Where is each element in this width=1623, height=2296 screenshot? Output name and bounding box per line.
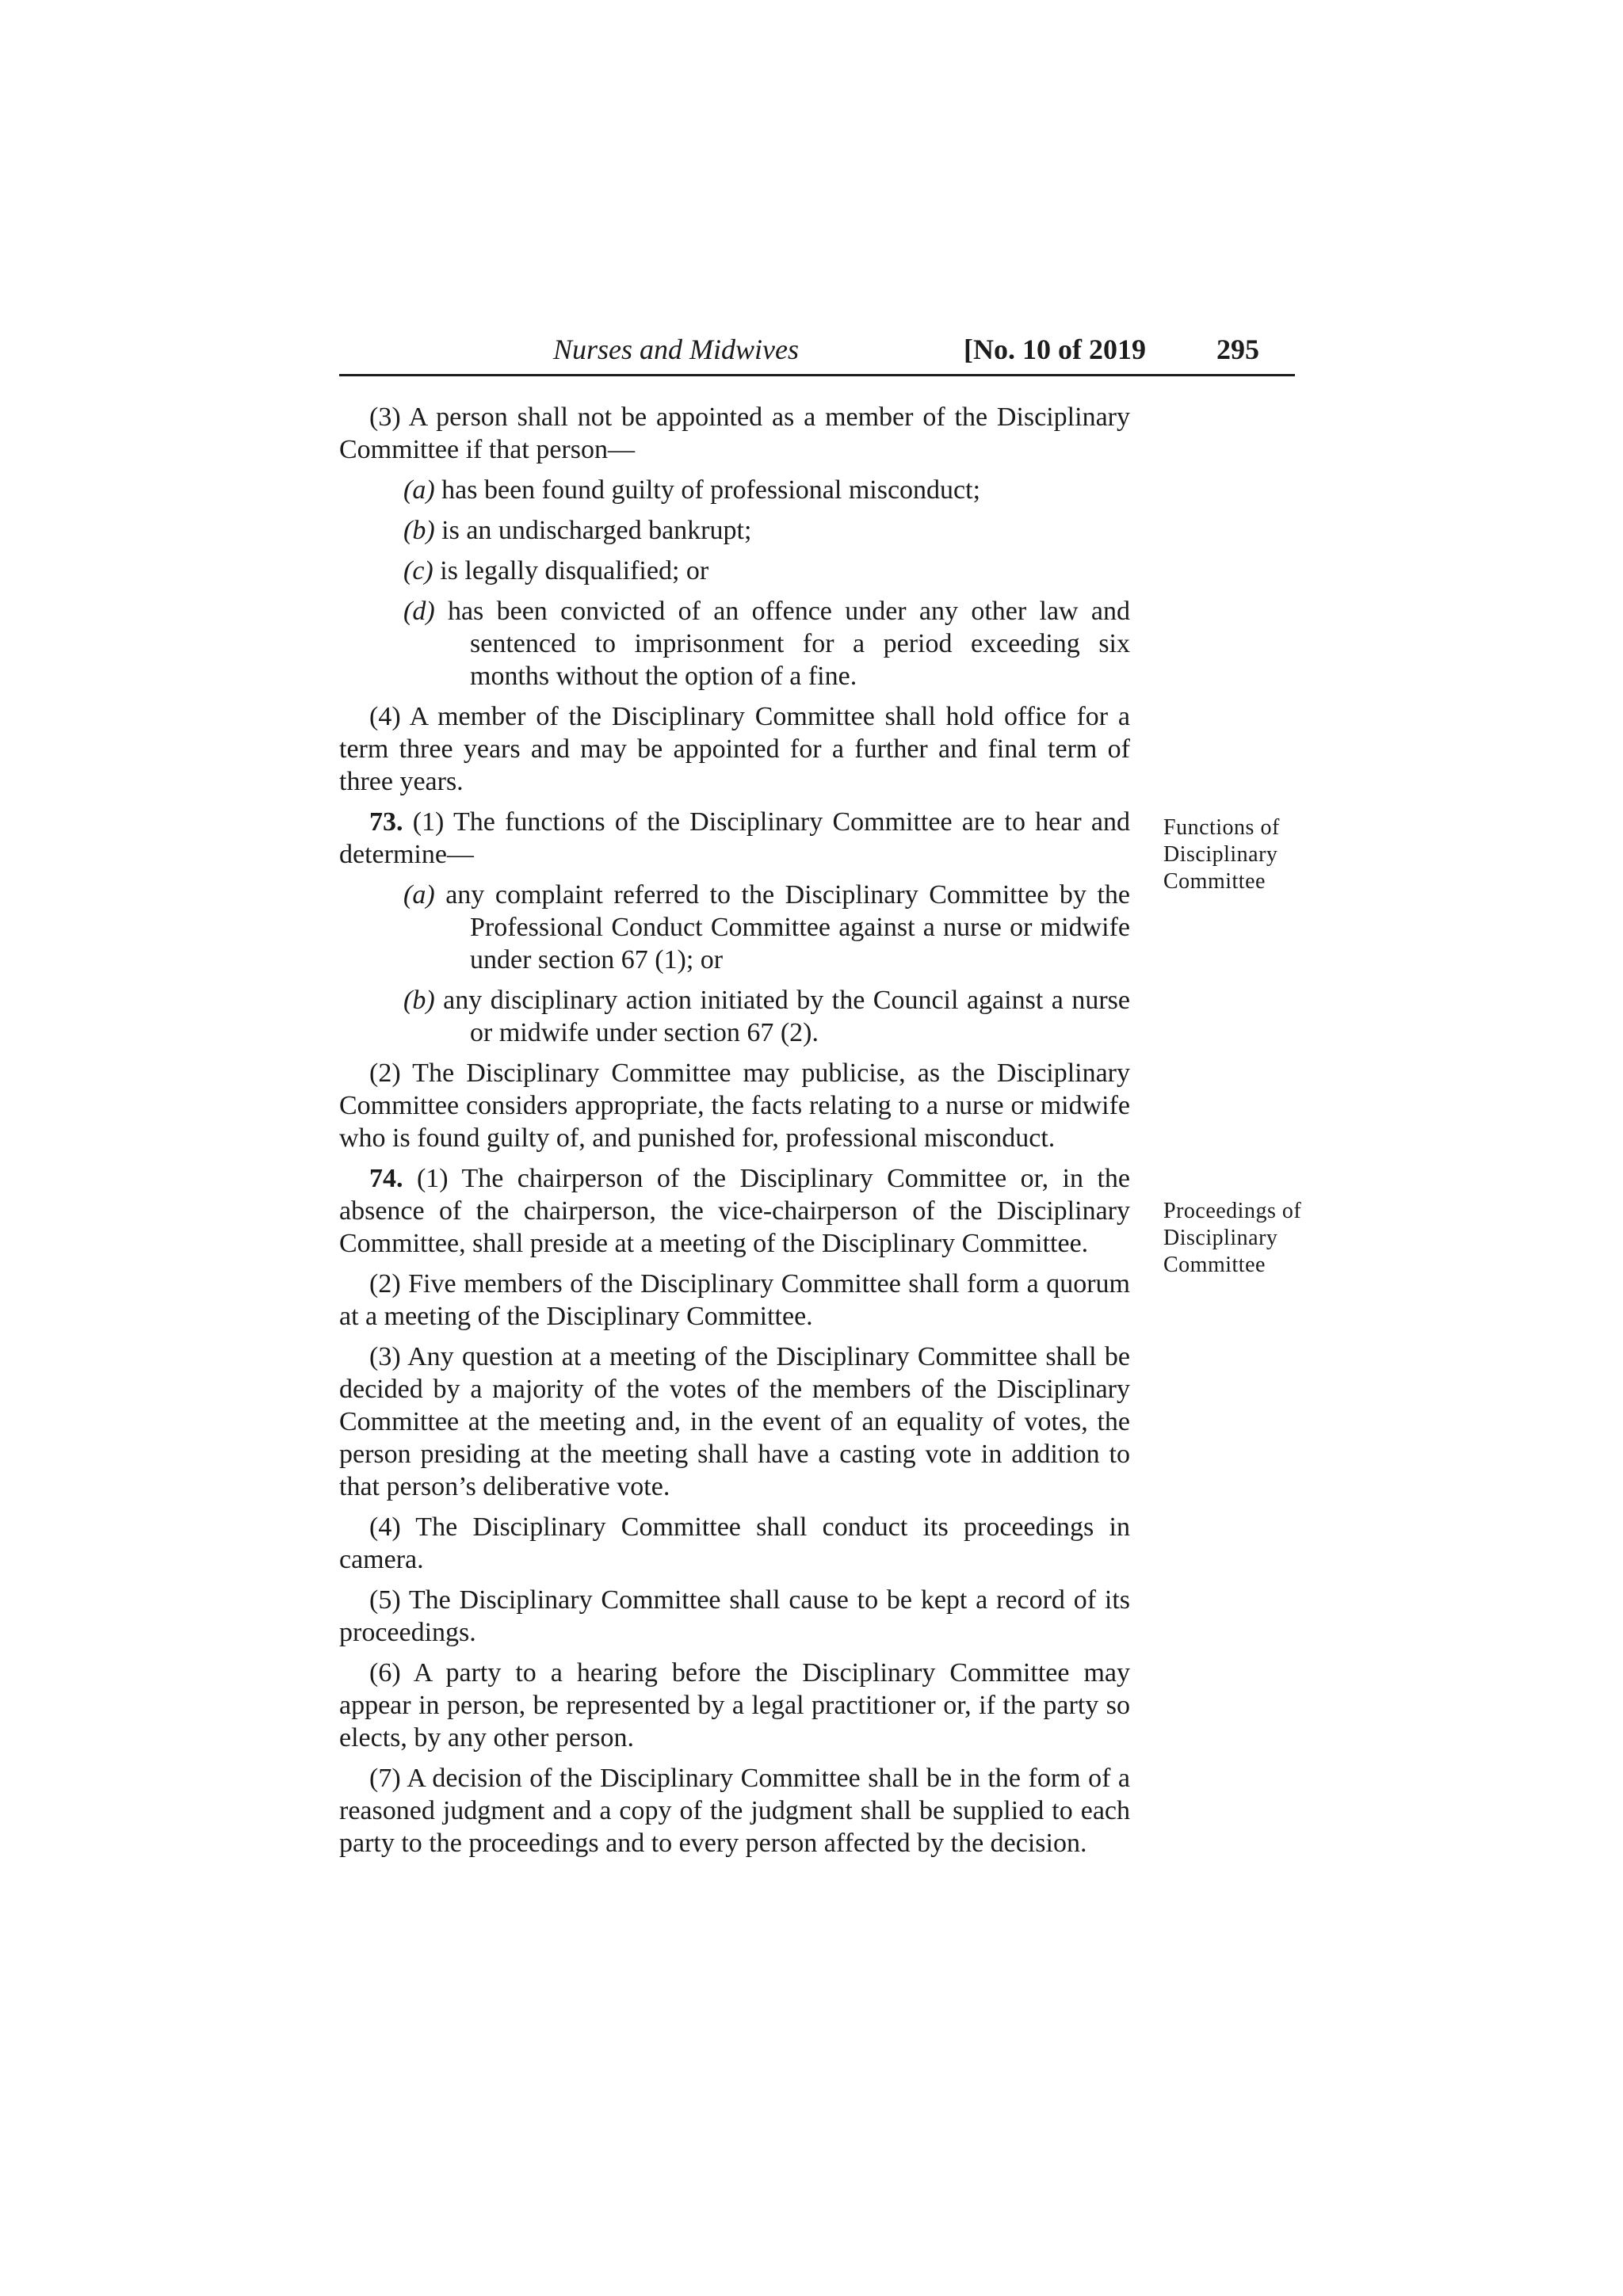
item-text: is an undischarged bankrupt; (441, 516, 752, 545)
s72-item-b (339, 514, 1130, 547)
clause-text: (1) The chairperson of the Disciplinary Committee or, in the absence of the chairperson, the vice-chairperson of the Disciplinary Committee, shall preside at a meeting of the Disciplinary Committee. (339, 1164, 1131, 1258)
s72-sub4: (4) A member of the Disciplinary Committee shall hold office for a term three years and may be appointed for a further and final term of three years. (339, 702, 1130, 796)
s72-item-c (339, 555, 1130, 587)
item-text: any disciplinary action initiated by the Council against a nurse or midwife under section 67 (2). (443, 986, 1130, 1047)
item-text: has been convicted of an offence under any other law and sentenced to imprisonment for a period exceeding six months without the option of a fine. (447, 597, 1130, 691)
s73-sub2: (2) The Disciplinary Committee may publicise, as the Disciplinary Committee considers appropriate, the facts relating to a nurse or midwife who is found guilty of, and punished for, professional misconduct. (339, 1058, 1130, 1153)
item-text: any complaint referred to the Disciplinary Committee by the Professional Conduct Committee against a nurse or midwife under section 67 (1); or (445, 880, 1130, 974)
s72-item-a (339, 474, 1130, 506)
s74-sub3: (3) Any question at a meeting of the Disciplinary Committee shall be decided by a majority of the votes of the members of the Disciplinary Committee at the meeting and, in the event of an equality of votes, the person presiding at the meeting shall have a casting vote in addition to that person’s deliberative vote. (339, 1342, 1130, 1501)
s73-sub1-intro (339, 806, 1130, 871)
s73-item-b (339, 984, 1130, 1049)
item-label: (a) (403, 475, 435, 505)
s74-sub1 (339, 1162, 1130, 1260)
s72-sub3-intro: (3) A person shall not be appointed as a member of the Disciplinary Committee if that person— (339, 402, 1130, 464)
s72-item-d (339, 595, 1130, 692)
running-header (339, 331, 1295, 376)
item-label: (b) (403, 986, 435, 1015)
act-number: [No. 10 of 2019 (964, 334, 1146, 365)
s74-sub7: (7) A decision of the Disciplinary Committee shall be in the form of a reasoned judgment and a copy of the judgment shall be supplied to each party to the proceedings and to every person affected by the decision. (339, 1764, 1130, 1858)
item-label: (c) (403, 556, 433, 585)
item-text: has been found guilty of professional misconduct; (441, 475, 981, 505)
act-title: Nurses and Midwives (553, 334, 799, 365)
main-text (339, 401, 1130, 1867)
clause-text: (1) The functions of the Disciplinary Committee are to hear and determine— (339, 807, 1131, 869)
item-label: (b) (403, 516, 435, 545)
item-label: (d) (403, 597, 435, 626)
page-number: 295 (1216, 334, 1259, 365)
item-label: (a) (403, 880, 435, 910)
section-number: 74. (369, 1164, 403, 1193)
s74-sub4: (4) The Disciplinary Committee shall conduct its proceedings in camera. (339, 1512, 1130, 1574)
s74-sub2: (2) Five members of the Disciplinary Committee shall form a quorum at a meeting of the Disciplinary Committee. (339, 1269, 1130, 1331)
s73-item-a (339, 879, 1130, 976)
margin-note-functions: Functions of Disciplinary Committee (1163, 815, 1280, 894)
s74-sub5: (5) The Disciplinary Committee shall cause to be kept a record of its proceedings. (339, 1585, 1130, 1647)
margin-note-proceedings: Proceedings of Disciplinary Committee (1163, 1199, 1302, 1277)
item-text: is legally disqualified; or (440, 556, 709, 585)
s74-sub6: (6) A party to a hearing before the Disciplinary Committee may appear in person, be represented by a legal practitioner or, if the party so elects, by any other person. (339, 1658, 1130, 1753)
section-number: 73. (369, 807, 403, 837)
